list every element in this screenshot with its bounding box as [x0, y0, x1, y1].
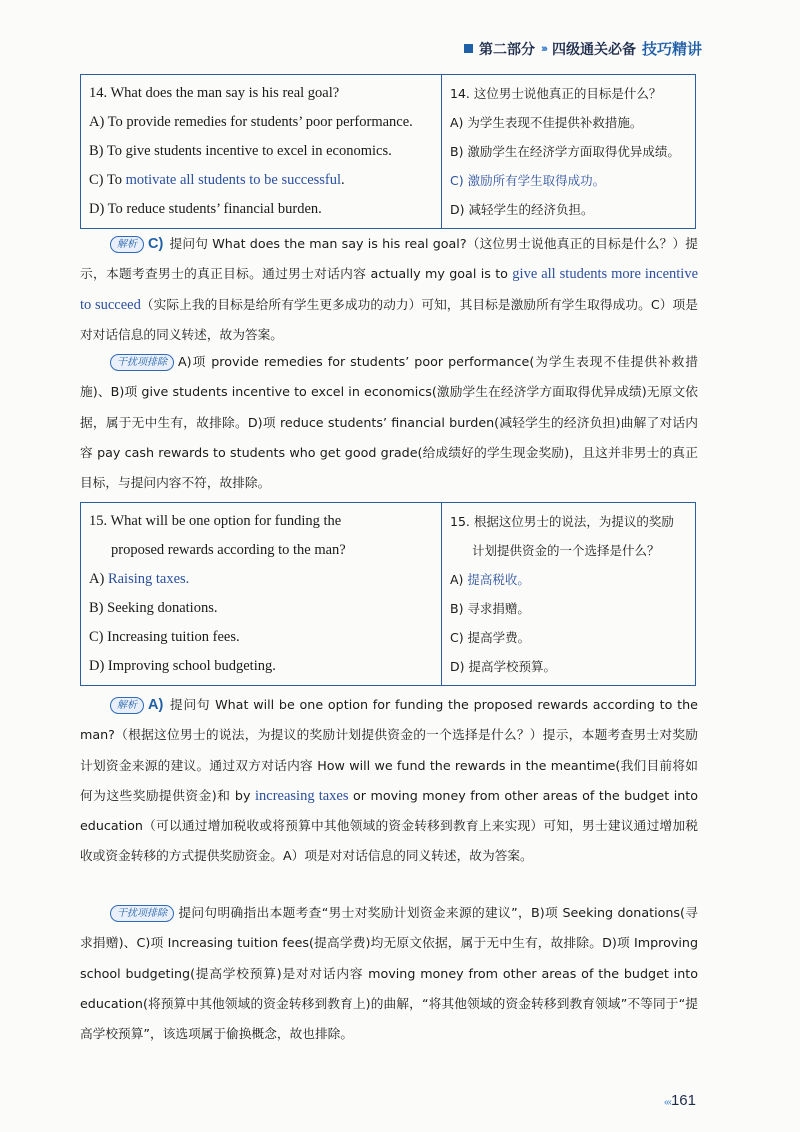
question-14-table: [80, 74, 696, 229]
question-15-table: [80, 502, 696, 686]
q14-option-c-en: C) To motivate all students to be successful.: [89, 172, 345, 188]
q15-answer: A): [148, 697, 164, 713]
analysis-tag: 解析: [110, 697, 144, 714]
q15-chinese-cell: 15. 根据这位男士的说法，为提议的奖励 计划提供资金的一个选择是什么？ A) 提高税收。 B) 寻求捐赠。 C) 提高学费。 D) 提高学校预算。: [442, 503, 696, 686]
q14-answer: C): [148, 236, 164, 252]
square-icon: [464, 44, 473, 53]
q14-option-d-en: D) To reduce students’ financial burden.: [89, 201, 322, 217]
q14-distractor-analysis: 干扰项排除 A)项 provide remedies for students’ poor performance(为学生表现不佳提供补救措施)、B)项 give students incentive to excel in economics(激励学生在经济学方面取得优异成绩)无原文依据，属于无中生有，故排除。D)项 reduce students’ financial burden(减轻学生的经济负担)曲解了对话内容 pay cash rewards to students who get good grade(给成绩好的学生现金奖励)，且这并非男士的真正目标，与提问内容不符，故排除。: [80, 354, 698, 491]
q14-question-zh: 14. 这位男士说他真正的目标是什么？: [450, 86, 662, 101]
q15-option-d-en: D) Improving school budgeting.: [89, 658, 276, 674]
analysis-tag: 解析: [110, 236, 144, 253]
q15-distractor-analysis: 干扰项排除 提问句明确指出本题考查“男士对奖励计划资金来源的建议”，B)项 Seeking donations(寻求捐赠)、C)项 Increasing tuition fees(提高学费)均无原文依据，属于无中生有，故排除。D)项 Improving school budgeting(提高学校预算)是对对话内容 moving money from other areas of the budget into education(将预算中其他领域的资金转移到教育上)的曲解，“将其他领域的资金转移到教育领域”不等同于“提高学校预算”，该选项属于偷换概念，故也排除。: [80, 905, 698, 1042]
chevrons-icon: ›››: [540, 42, 546, 55]
distractor-tag: 干扰项排除: [110, 354, 174, 371]
q15-analysis: 解析 A) 提问句 What will be one option for funding the proposed rewards according to the man?（根据这位男士的说法，为提议的奖励计划提供资金的一个选择是什么？）提示，本题考查男士对奖励计划资金来源的建议。通过双方对话内容 How will we fund the rewards in the meantime(我们目前将如何为这些奖励提供资金)和 by increasing taxes or moving money from other areas of the budget into education（可以通过增加税收或将预算中其他领域的资金转移到教育上来实现）可知，男士建议通过增加税收或资金转移的方式提供奖励资金。A）项是对对话信息的同义转述，故为答案。: [80, 697, 698, 864]
q14-chinese-cell: [442, 75, 696, 229]
header-subtitle: 四级通关必备: [551, 40, 636, 57]
q14-option-d-zh: D) 减轻学生的经济负担。: [450, 202, 594, 217]
q14-question-en: 14. What does the man say is his real goal?: [89, 85, 340, 101]
q15-option-b-en: B) Seeking donations.: [89, 600, 218, 616]
q14-option-b-en: B) To give students incentive to excel in economics.: [89, 143, 392, 159]
q15-option-d-zh: D) 提高学校预算。: [450, 659, 556, 674]
q14-option-c-zh: C) 激励所有学生取得成功。: [450, 173, 606, 188]
chevrons-icon: ‹‹‹: [663, 1097, 671, 1108]
q15-option-c-zh: C) 提高学费。: [450, 630, 531, 645]
q15-option-a-zh: A) 提高税收。: [450, 572, 530, 587]
running-header: [464, 38, 702, 59]
q15-question-en: 15. What will be one option for funding the: [89, 513, 342, 529]
q15-option-a-en: A) Raising taxes.: [89, 571, 190, 587]
q15-question-zh: 15. 根据这位男士的说法，为提议的奖励: [450, 514, 674, 529]
q14-english-cell: [81, 75, 442, 229]
q14-option-a-en: A) To provide remedies for students’ poor performance.: [89, 114, 413, 130]
q15-option-b-zh: B) 寻求捐赠。: [450, 601, 530, 616]
distractor-tag: 干扰项排除: [110, 905, 174, 922]
q15-english-cell: 15. What will be one option for funding the proposed rewards according to the man? A) Raising taxes. B) Seeking donations. C) Increasing tuition fees. D) Improving school budgeting.: [81, 503, 442, 686]
q14-analysis: 解析 C) 提问句 What does the man say is his real goal?（这位男士说他真正的目标是什么？）提示，本题考查男士的真正目标。通过男士对话内容 actually my goal is to give all students more incentive to succeed（实际上我的目标是给所有学生更多成功的动力）可知，其目标是激励所有学生取得成功。C）项是对对话信息的同义转述，故为答案。: [80, 236, 699, 342]
header-highlight: 技巧精讲: [641, 41, 702, 58]
q14-option-b-zh: B) 激励学生在经济学方面取得优异成绩。: [450, 144, 680, 159]
page-number: ‹‹‹161: [663, 1092, 696, 1109]
q15-option-c-en: C) Increasing tuition fees.: [89, 629, 240, 645]
header-section: 第二部分: [478, 40, 535, 57]
q14-option-a-zh: A) 为学生表现不佳提供补救措施。: [450, 115, 643, 130]
